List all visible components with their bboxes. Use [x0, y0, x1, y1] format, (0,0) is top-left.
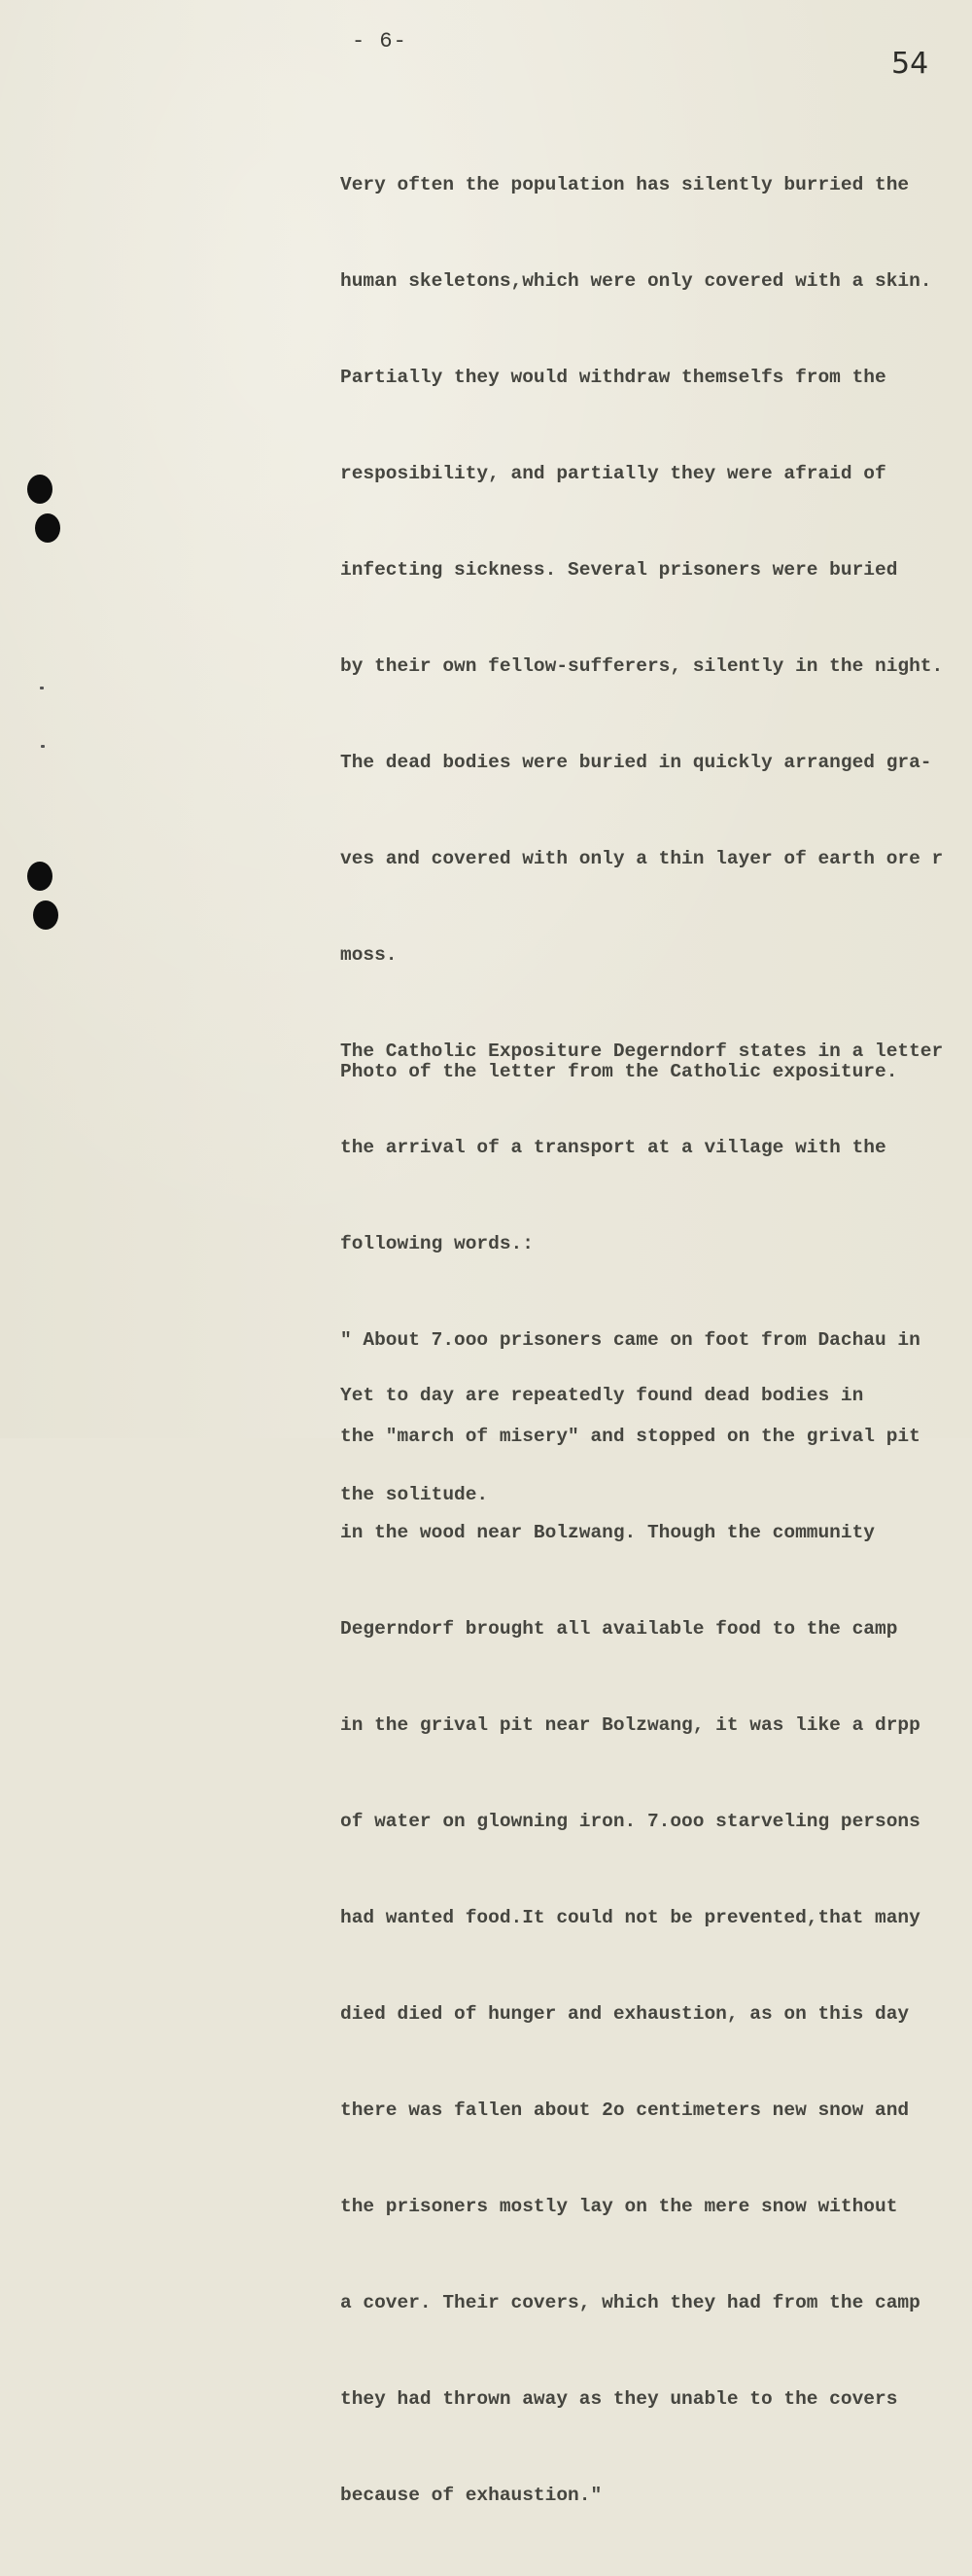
text-line: The Catholic Expositure Degerndorf states in a letter — [340, 1041, 944, 1062]
text-line: " About 7.ooo prisoners came on foot from Dachau in — [340, 1329, 920, 1351]
text-line: there was fallen about 2o centimeters new snow and — [340, 2100, 910, 2121]
text-line: Yet to day are repeatedly found dead bodies in — [340, 1385, 864, 1406]
text-line: Partially they would withdraw themselfs from the — [340, 367, 886, 388]
paper-speck — [41, 745, 45, 748]
text-line: infecting sickness. Several prisoners were buried — [340, 559, 898, 581]
page-number: - 6- — [352, 29, 407, 53]
text-line: ves and covered with only a thin layer of earth ore r — [340, 848, 944, 869]
text-line: human skeletons,which were only covered with a skin. — [340, 270, 932, 292]
binder-hole-4 — [33, 900, 58, 930]
paper-speck — [40, 687, 44, 689]
text-line: they had thrown away as they unable to the covers — [340, 2388, 898, 2410]
text-line: had wanted food.It could not be prevented,that many — [340, 1907, 920, 1928]
text-line: died died of hunger and exhaustion, as on this day — [340, 2003, 910, 2025]
text-line: the arrival of a transport at a village with the — [340, 1137, 886, 1158]
text-line: in the grival pit near Bolzwang, it was like a drpp — [340, 1714, 920, 1736]
text-line: Degerndorf brought all available food to the camp — [340, 1618, 898, 1640]
text-line: the "march of misery" and stopped on the grival pit — [340, 1426, 920, 1447]
text-line: a cover. Their covers, which they had from the camp — [340, 2292, 920, 2313]
text-line: moss. — [340, 944, 398, 966]
photo-caption: Photo of the letter from the Catholic expositure. — [340, 1061, 898, 1082]
text-line: by their own fellow-sufferers, silently in the night. — [340, 655, 944, 677]
closing-text — [340, 1313, 863, 1577]
text-line: because of exhaustion." — [340, 2485, 603, 2506]
text-line: of water on glowning iron. 7.ooo starveling persons — [340, 1811, 920, 1832]
text-line: Very often the population has silently burried the — [340, 174, 910, 195]
binder-hole-2 — [35, 513, 60, 543]
text-line: resposibility, and partially they were afraid of — [340, 463, 886, 484]
text-line: following words.: — [340, 1233, 534, 1254]
binder-hole-3 — [27, 862, 52, 891]
text-line: in the wood near Bolzwang. Though the community — [340, 1522, 875, 1543]
text-line: The dead bodies were buried in quickly arranged gra- — [340, 752, 932, 773]
archive-number: 54 — [891, 47, 929, 81]
text-line: the solitude. — [340, 1484, 489, 1505]
binder-hole-1 — [27, 475, 52, 504]
text-line: the prisoners mostly lay on the mere snow without — [340, 2196, 898, 2217]
